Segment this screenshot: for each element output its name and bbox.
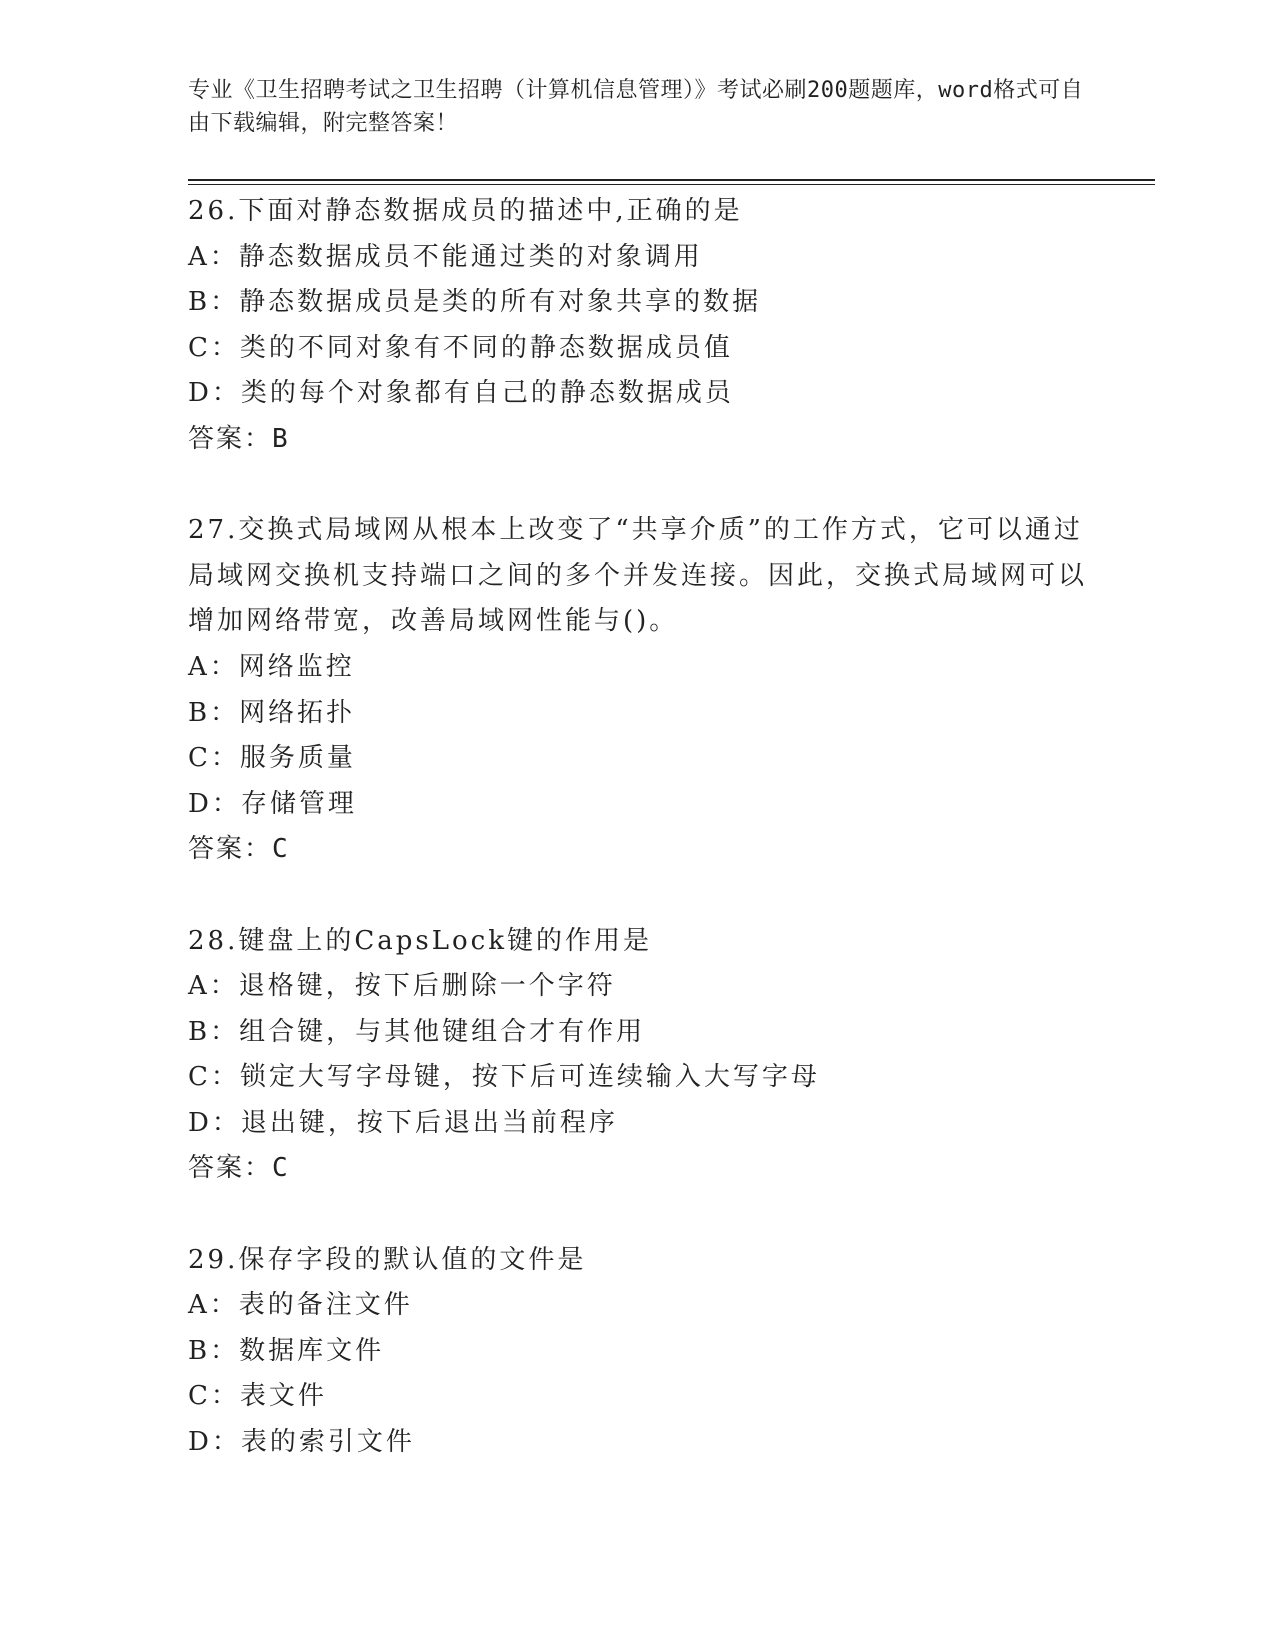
option-c: C：服务质量 <box>188 743 356 774</box>
option-b: B：组合键，与其他键组合才有作用 <box>188 1016 646 1047</box>
answer-value: C <box>272 1153 291 1184</box>
answer-line <box>188 417 1088 463</box>
answer-line <box>188 1146 1088 1192</box>
option-b: B：静态数据成员是类的所有对象共享的数据 <box>188 287 762 318</box>
document-header <box>188 74 1088 140</box>
question-stem: 26.下面对静态数据成员的描述中,正确的是 <box>188 196 743 226</box>
question-27 <box>188 508 1088 873</box>
option-d: D：存储管理 <box>188 788 357 819</box>
answer-value: C <box>272 834 291 865</box>
option-c: C：表文件 <box>188 1381 327 1412</box>
option-b: B：网络拓扑 <box>188 697 356 728</box>
option-a: A：静态数据成员不能通过类的对象调用 <box>188 241 703 272</box>
answer-label: 答案： <box>188 1153 273 1184</box>
option-b: B：数据库文件 <box>188 1335 385 1366</box>
answer-value: B <box>272 423 291 454</box>
question-list <box>188 189 1088 1511</box>
answer-line <box>188 827 1088 873</box>
question-26 <box>188 189 1088 463</box>
header-divider-thin <box>188 184 1155 185</box>
option-d: D：退出键，按下后退出当前程序 <box>188 1107 618 1138</box>
answer-label: 答案： <box>188 834 273 865</box>
header-text: 专业《卫生招聘考试之卫生招聘（计算机信息管理）》考试必刷200题题库，word格式可自由下载编辑，附完整答案！ <box>188 78 1084 136</box>
question-stem: 28.键盘上的CapsLock键的作用是 <box>188 925 652 956</box>
question-28 <box>188 919 1088 1193</box>
option-a: A：网络监控 <box>188 651 355 682</box>
question-stem: 29.保存字段的默认值的文件是 <box>188 1244 587 1275</box>
option-d: D：表的索引文件 <box>188 1427 415 1458</box>
option-d: D：类的每个对象都有自己的静态数据成员 <box>188 378 734 409</box>
question-29 <box>188 1238 1088 1466</box>
option-c: C：类的不同对象有不同的静态数据成员值 <box>188 332 733 363</box>
option-c: C：锁定大写字母键，按下后可连续输入大写字母 <box>188 1062 820 1093</box>
header-divider-thick <box>188 179 1155 181</box>
option-a: A：退格键，按下后删除一个字符 <box>188 971 616 1002</box>
question-stem: 27.交换式局域网从根本上改变了“共享介质”的工作方式，它可以通过局域网交换机支持端口之间的多个并发连接。因此，交换式局域网可以增加网络带宽，改善局域网性能与()。 <box>188 515 1088 637</box>
option-a: A：表的备注文件 <box>188 1290 413 1321</box>
answer-label: 答案： <box>188 423 273 454</box>
